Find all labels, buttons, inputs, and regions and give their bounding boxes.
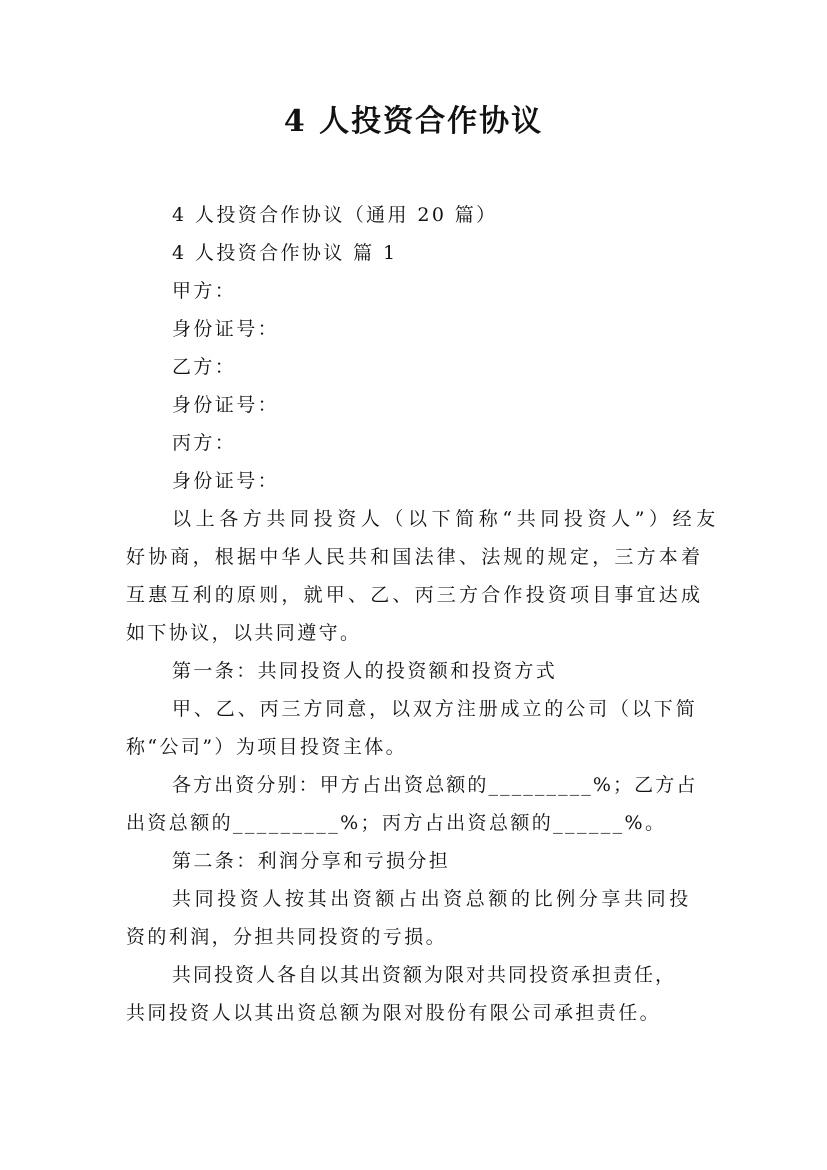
section-heading: 4 人投资合作协议 篇 1 — [172, 242, 398, 264]
paragraph-line: 好协商，根据中华人民共和国法律、法规的规定，三方本着 — [126, 546, 704, 568]
party-a-id-label: 身份证号： — [172, 318, 280, 340]
paragraph-line: 共同投资人各自以其出资额为限对共同投资承担责任， — [172, 964, 677, 986]
subtitle-line: 4 人投资合作协议（通用 20 篇） — [172, 204, 498, 226]
article-heading: 第二条：利润分享和亏损分担 — [172, 850, 451, 872]
paragraph-line: 出资总额的_________%；丙方占出资总额的______%。 — [126, 812, 667, 834]
paragraph-line: 互惠互利的原则，就甲、乙、丙三方合作投资项目事宜达成 — [126, 584, 704, 606]
paragraph-line: 称“公司”）为项目投资主体。 — [126, 736, 408, 758]
paragraph-line: 共同投资人以其出资总额为限对股份有限公司承担责任。 — [126, 1002, 662, 1024]
party-b-id-label: 身份证号： — [172, 394, 280, 416]
article-heading: 第一条：共同投资人的投资额和投资方式 — [172, 660, 558, 682]
paragraph-line: 各方出资分别：甲方占出资总额的_________%；乙方占 — [172, 774, 698, 796]
paragraph-line: 资的利润，分担共同投资的亏损。 — [126, 926, 448, 948]
paragraph-line: 以上各方共同投资人（以下简称“共同投资人”）经友 — [172, 508, 720, 530]
party-c-id-label: 身份证号： — [172, 470, 280, 492]
party-b-label: 乙方： — [172, 356, 237, 378]
paragraph-line: 共同投资人按其出资额占出资总额的比例分享共同投 — [172, 888, 692, 910]
paragraph-line: 甲、乙、丙三方同意，以双方注册成立的公司（以下简 — [172, 698, 698, 720]
party-a-label: 甲方： — [172, 280, 237, 302]
party-c-label: 丙方： — [172, 432, 237, 454]
document-title: 4 人投资合作协议 — [283, 104, 544, 139]
paragraph-line: 如下协议，以共同遵守。 — [126, 622, 362, 644]
document-body — [126, 196, 720, 1032]
